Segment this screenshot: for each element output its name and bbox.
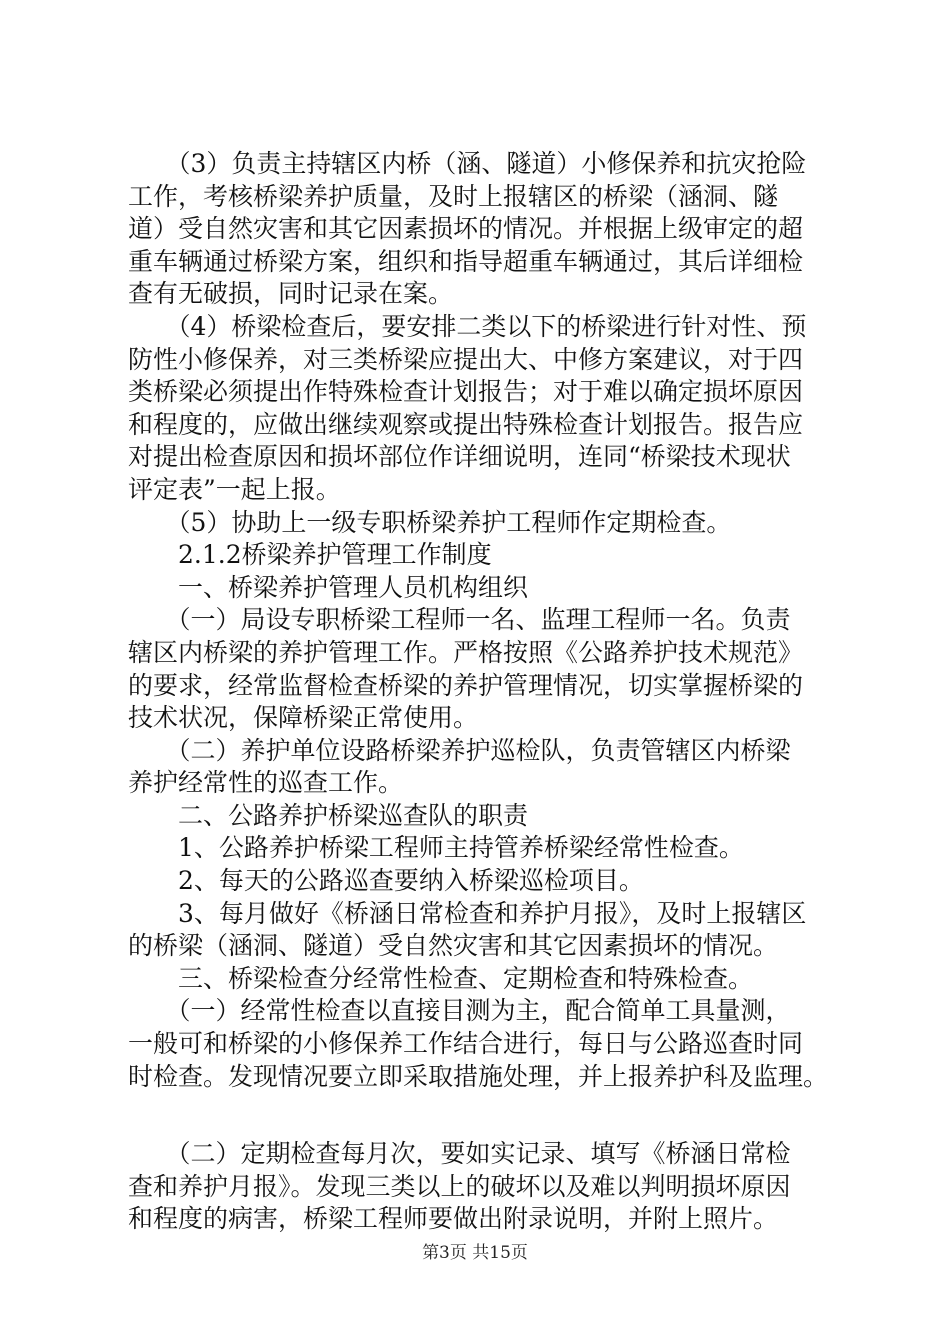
text-line: 3、每月做好《桥涵日常检查和养护月报》，及时上报辖区	[128, 898, 807, 928]
text-line: 一般可和桥梁的小修保养工作结合进行，每日与公路巡查时同	[128, 1029, 804, 1059]
section-heading: 2.1.2桥梁养护管理工作制度	[128, 540, 492, 570]
text-line: （3）负责主持辖区内桥（涵、隧道）小修保养和抗灾抢险	[128, 149, 807, 178]
text-line: 道）受自然灾害和其它因素损坏的情况。并根据上级审定的超	[128, 214, 804, 244]
text-line: （4）桥梁检查后，要安排二类以下的桥梁进行针对性、预	[128, 311, 807, 341]
paragraph-gap	[128, 1093, 848, 1138]
text-line: 和程度的病害，桥梁工程师要做出附录说明，并附上照片。	[128, 1204, 779, 1234]
text-line: （5）协助上一级专职桥梁养护工程师作定期检查。	[128, 507, 732, 537]
text-line: 2、每天的公路巡查要纳入桥梁巡检项目。	[128, 866, 644, 896]
text-line: （一）局设专职桥梁工程师一名、监理工程师一名。负责	[128, 605, 791, 635]
section-heading: 一、桥梁养护管理人员机构组织	[128, 572, 529, 602]
text-line: 防性小修保养，对三类桥梁应提出大、中修方案建议，对于四	[128, 344, 804, 374]
text-line: 和程度的，应做出继续观察或提出特殊检查计划报告。报告应	[128, 409, 804, 439]
text-line: 查和养护月报》。发现三类以上的破坏以及难以判明损坏原因	[128, 1171, 791, 1201]
text-line: 查有无破损，同时记录在案。	[128, 279, 454, 309]
text-line: 评定表”一起上报。	[128, 474, 341, 504]
text-line: 1、公路养护桥梁工程师主持管养桥梁经常性检查。	[128, 833, 744, 863]
text-line: 辖区内桥梁的养护管理工作。严格按照《公路养护技术规范》	[128, 637, 804, 667]
text-line: 工作，考核桥梁养护质量，及时上报辖区的桥梁（涵洞、隧	[128, 181, 779, 211]
text-line: 对提出检查原因和损坏部位作详细说明，连同“桥梁技术现状	[128, 442, 791, 472]
text-line: （一）经常性检查以直接目测为主，配合简单工具量测，	[128, 996, 791, 1026]
text-line: 的桥梁（涵洞、隧道）受自然灾害和其它因素损坏的情况。	[128, 931, 779, 961]
section-heading: 二、公路养护桥梁巡查队的职责	[128, 800, 529, 830]
text-line: （二）定期检查每月次，要如实记录、填写《桥涵日常检	[128, 1139, 791, 1169]
text-line: 类桥梁必须提出作特殊检查计划报告；对于难以确定损坏原因	[128, 377, 804, 407]
document-body	[128, 148, 848, 1236]
text-line: 技术状况，保障桥梁正常使用。	[128, 703, 479, 733]
text-line: （二）养护单位设路桥梁养护巡检队，负责管辖区内桥梁	[128, 735, 791, 765]
text-line: 时检查。发现情况要立即采取措施处理，并上报养护科及监理。	[128, 1061, 829, 1091]
page-footer: 第3页 共15页	[422, 1243, 528, 1263]
section-heading: 三、桥梁检查分经常性检查、定期检查和特殊检查。	[128, 963, 754, 993]
text-line: 养护经常性的巡查工作。	[128, 768, 404, 798]
text-line: 重车辆通过桥梁方案，组织和指导超重车辆通过，其后详细检	[128, 246, 804, 276]
text-line: 的要求，经常监督检查桥梁的养护管理情况，切实掌握桥梁的	[128, 670, 804, 700]
